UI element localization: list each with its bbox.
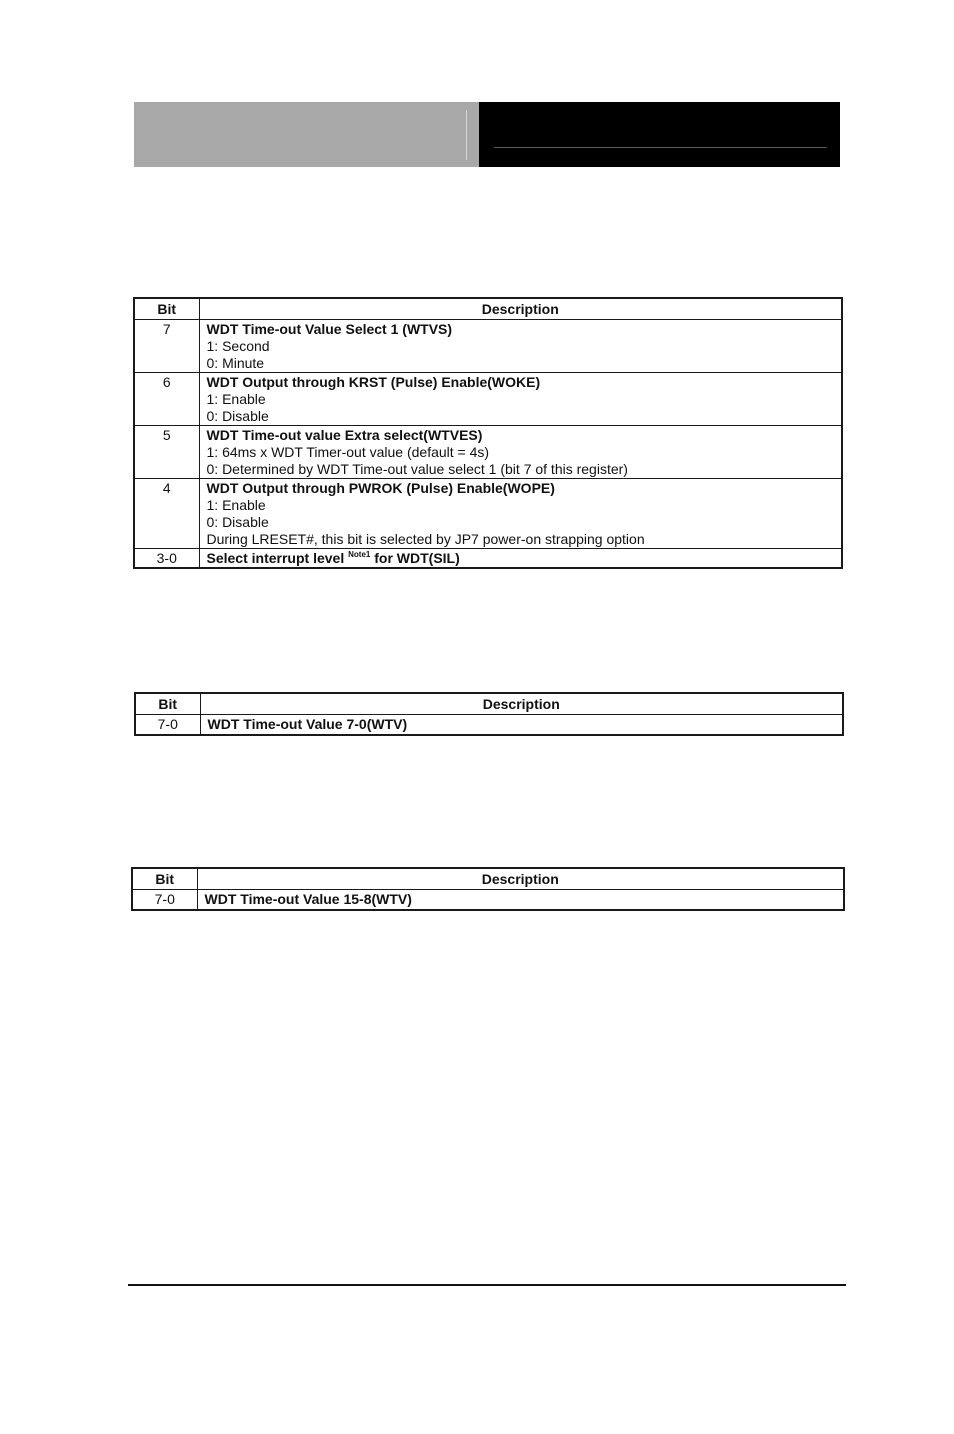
- table-row: [134, 479, 842, 549]
- field-title: WDT Time-out Value 15-8(WTV): [204, 891, 412, 907]
- table-row: [134, 320, 842, 373]
- field-title: WDT Time-out Value Select 1 (WTVS): [206, 321, 453, 337]
- bit-cell: 3-0: [134, 549, 199, 569]
- field-option: 0: Determined by WDT Time-out value select 1 (bit 7 of this register): [206, 461, 628, 477]
- description-cell: [197, 890, 844, 910]
- table-header-row: [134, 298, 842, 320]
- table-row: [134, 549, 842, 569]
- column-header-bit: Bit: [134, 298, 199, 320]
- table-row: [132, 890, 844, 910]
- column-header-description: Description: [199, 298, 842, 320]
- bit-cell: 6: [134, 373, 199, 426]
- title-text: Select interrupt level: [206, 550, 349, 566]
- field-option: 1: Second: [206, 338, 270, 354]
- field-option: 1: Enable: [206, 497, 266, 513]
- banner-rule: [494, 147, 827, 148]
- field-note: During LRESET#, this bit is selected by JP7 power-on strapping option: [206, 531, 645, 547]
- field-title: WDT Time-out Value 7-0(WTV): [207, 716, 408, 732]
- column-header-bit: Bit: [135, 693, 200, 715]
- bit-cell: 7-0: [135, 715, 200, 735]
- register-table-3: [131, 867, 845, 911]
- description-cell: [199, 373, 842, 426]
- description-cell: [199, 320, 842, 373]
- note-reference: Note1: [348, 550, 371, 559]
- table-header-row: [135, 693, 843, 715]
- bit-cell: 7-0: [132, 890, 197, 910]
- column-header-description: Description: [197, 868, 844, 890]
- description-cell: [200, 715, 843, 735]
- description-cell: [199, 479, 842, 549]
- table-row: [134, 426, 842, 479]
- field-option: 0: Minute: [206, 355, 265, 371]
- field-title: WDT Time-out value Extra select(WTVES): [206, 427, 483, 443]
- field-option: 0: Disable: [206, 514, 269, 530]
- header-banner-left: [134, 102, 479, 167]
- register-table-1: [133, 297, 843, 569]
- field-title: WDT Output through KRST (Pulse) Enable(WOKE): [206, 374, 541, 390]
- table-row: [134, 373, 842, 426]
- table-header-row: [132, 868, 844, 890]
- column-header-description: Description: [200, 693, 843, 715]
- description-cell: [199, 549, 842, 569]
- field-option: 0: Disable: [206, 408, 269, 424]
- table-row: [135, 715, 843, 735]
- footer-rule: [128, 1284, 846, 1286]
- description-cell: [199, 426, 842, 479]
- header-banner-right: [479, 102, 840, 167]
- register-table-2: [134, 692, 844, 736]
- bit-cell: 5: [134, 426, 199, 479]
- bit-cell: 4: [134, 479, 199, 549]
- title-text: for WDT(SIL): [370, 550, 460, 566]
- field-title: [207, 550, 842, 567]
- bit-cell: 7: [134, 320, 199, 373]
- field-option: 1: Enable: [206, 391, 266, 407]
- column-header-bit: Bit: [132, 868, 197, 890]
- field-option: 1: 64ms x WDT Timer-out value (default = 4s): [206, 444, 490, 460]
- banner-divider: [466, 110, 467, 160]
- field-title: WDT Output through PWROK (Pulse) Enable(WOPE): [206, 480, 555, 496]
